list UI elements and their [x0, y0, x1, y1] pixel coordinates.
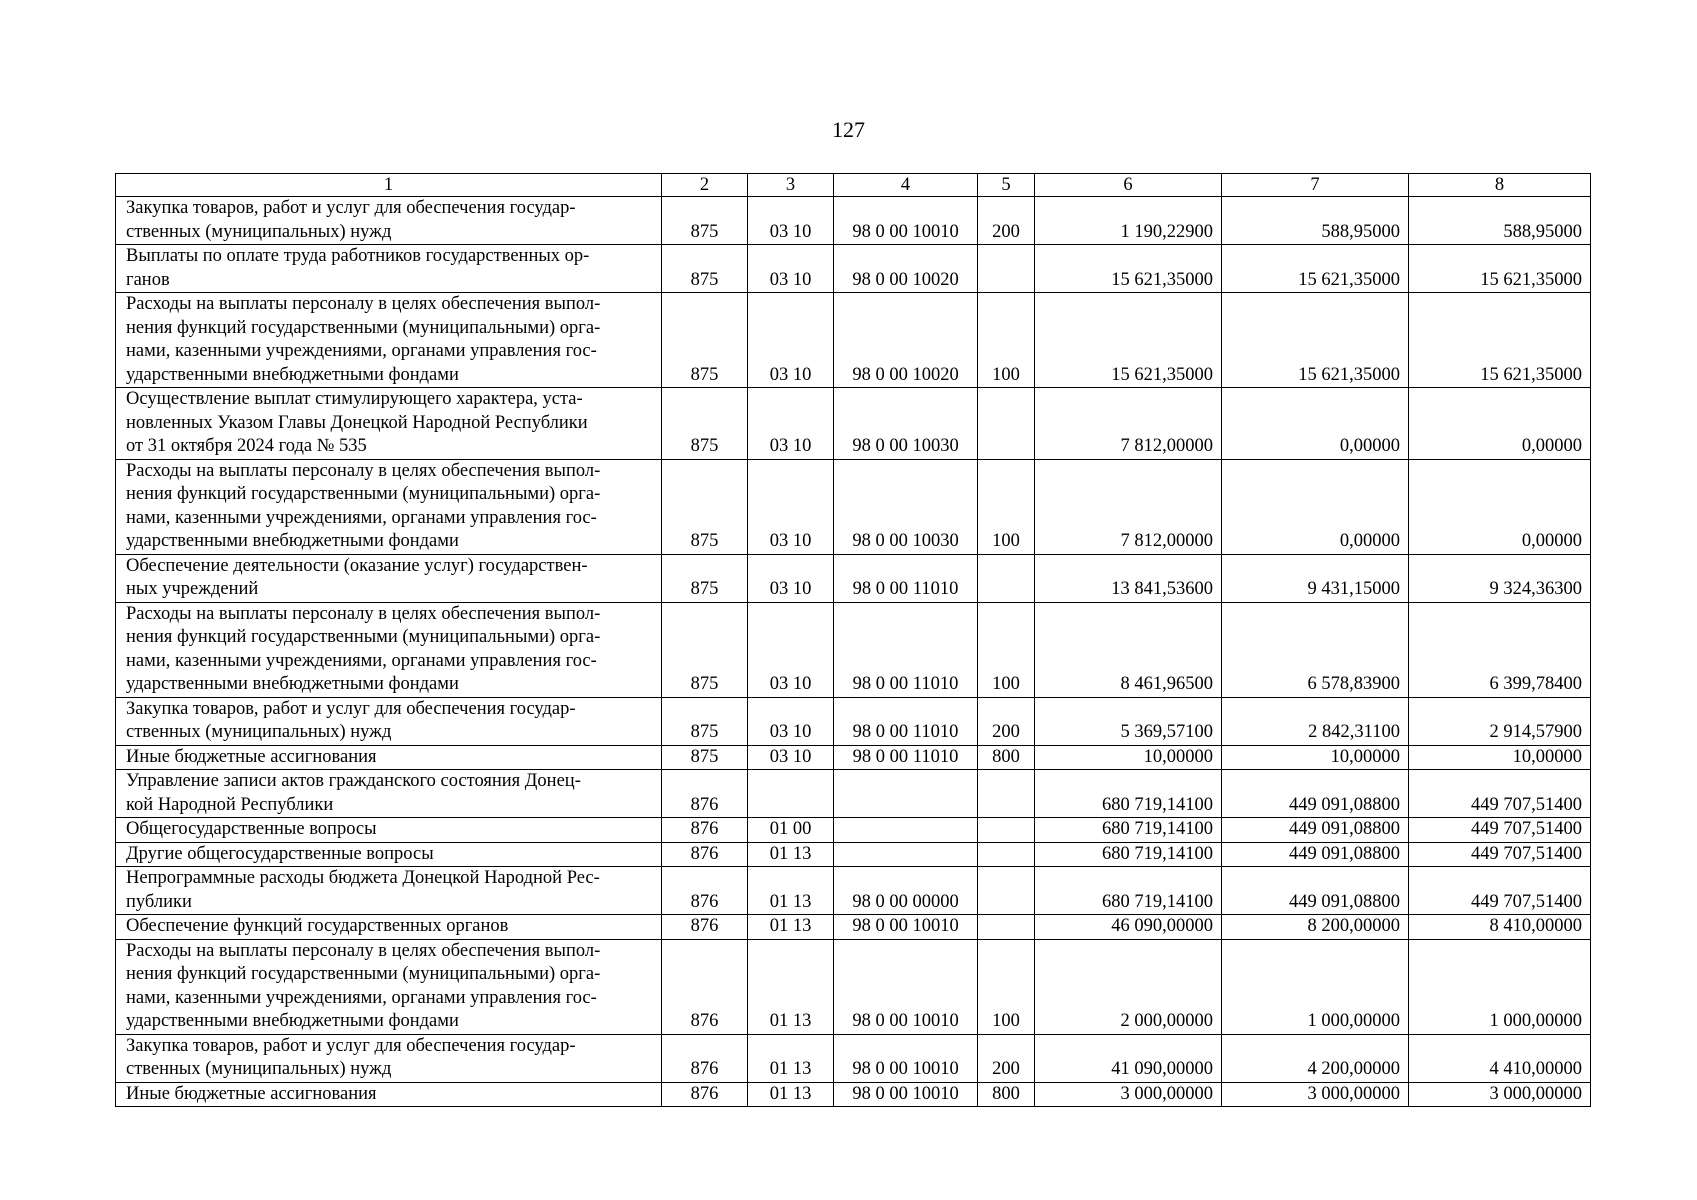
target-article-cell: 98 0 00 11010: [834, 697, 978, 745]
target-article-cell: 98 0 00 10010: [834, 915, 978, 940]
budget-table: [115, 173, 1591, 1107]
amount-col8-cell: 0,00000: [1409, 459, 1591, 554]
target-article-cell: 98 0 00 10030: [834, 459, 978, 554]
section-cell: 03 10: [748, 745, 834, 770]
amount-col8-cell: 1 000,00000: [1409, 939, 1591, 1034]
section-cell: 01 13: [748, 939, 834, 1034]
row-name-cell: Общегосударственные вопросы: [116, 818, 662, 843]
table-row: [116, 770, 1591, 818]
amount-col7-cell: 8 200,00000: [1222, 915, 1409, 940]
ved-cell: 875: [662, 697, 748, 745]
amount-col7-cell: 2 842,31100: [1222, 697, 1409, 745]
target-article-cell: [834, 818, 978, 843]
table-row: [116, 867, 1591, 915]
target-article-cell: 98 0 00 10020: [834, 245, 978, 293]
amount-col6-cell: 680 719,14100: [1035, 842, 1222, 867]
amount-col6-cell: 7 812,00000: [1035, 388, 1222, 460]
expense-type-cell: 100: [978, 939, 1035, 1034]
column-header: 2: [662, 174, 748, 197]
row-name-cell: Непрограммные расходы бюджета Донецкой Народной Рес- публики: [116, 867, 662, 915]
row-name-cell: Другие общегосударственные вопросы: [116, 842, 662, 867]
table-row: [116, 1082, 1591, 1107]
expense-type-cell: [978, 842, 1035, 867]
target-article-cell: [834, 842, 978, 867]
row-name-cell: Закупка товаров, работ и услуг для обеспечения государ- ственных (муниципальных) нужд: [116, 697, 662, 745]
expense-type-cell: [978, 818, 1035, 843]
section-cell: 03 10: [748, 388, 834, 460]
ved-cell: 876: [662, 867, 748, 915]
section-cell: 01 00: [748, 818, 834, 843]
table-row: [116, 1034, 1591, 1082]
table-row: [116, 293, 1591, 388]
amount-col6-cell: 5 369,57100: [1035, 697, 1222, 745]
row-name-cell: Расходы на выплаты персоналу в целях обеспечения выпол- нения функций государственными (муниципальными) орга- нами, казенными учреждениями, органами управления гос- ударственными внебюджетными фондами: [116, 939, 662, 1034]
row-name-cell: Закупка товаров, работ и услуг для обеспечения государ- ственных (муниципальных) нужд: [116, 197, 662, 245]
amount-col8-cell: 8 410,00000: [1409, 915, 1591, 940]
column-header: 1: [116, 174, 662, 197]
section-cell: 03 10: [748, 245, 834, 293]
row-name-cell: Иные бюджетные ассигнования: [116, 745, 662, 770]
amount-col6-cell: 3 000,00000: [1035, 1082, 1222, 1107]
ved-cell: 875: [662, 197, 748, 245]
amount-col6-cell: 46 090,00000: [1035, 915, 1222, 940]
ved-cell: 875: [662, 745, 748, 770]
amount-col8-cell: 449 707,51400: [1409, 867, 1591, 915]
expense-type-cell: 100: [978, 459, 1035, 554]
amount-col6-cell: 10,00000: [1035, 745, 1222, 770]
amount-col8-cell: 449 707,51400: [1409, 770, 1591, 818]
row-name-cell: Расходы на выплаты персоналу в целях обеспечения выпол- нения функций государственными (муниципальными) орга- нами, казенными учреждениями, органами управления гос- ударственными внебюджетными фондами: [116, 459, 662, 554]
header-row: [116, 174, 1591, 197]
table-row: [116, 818, 1591, 843]
expense-type-cell: [978, 770, 1035, 818]
row-name-cell: Управление записи актов гражданского состояния Донец- кой Народной Республики: [116, 770, 662, 818]
amount-col8-cell: 3 000,00000: [1409, 1082, 1591, 1107]
table-row: [116, 745, 1591, 770]
column-header: 5: [978, 174, 1035, 197]
ved-cell: 876: [662, 915, 748, 940]
expense-type-cell: 800: [978, 1082, 1035, 1107]
amount-col7-cell: 0,00000: [1222, 459, 1409, 554]
amount-col8-cell: 9 324,36300: [1409, 554, 1591, 602]
amount-col8-cell: 449 707,51400: [1409, 818, 1591, 843]
row-name-cell: Осуществление выплат стимулирующего характера, уста- новленных Указом Главы Донецкой Народной Республики от 31 октября 2024 года № 535: [116, 388, 662, 460]
ved-cell: 875: [662, 602, 748, 697]
table-row: [116, 697, 1591, 745]
amount-col7-cell: 588,95000: [1222, 197, 1409, 245]
amount-col7-cell: 449 091,08800: [1222, 770, 1409, 818]
table-row: [116, 388, 1591, 460]
target-article-cell: 98 0 00 11010: [834, 602, 978, 697]
row-name-cell: Закупка товаров, работ и услуг для обеспечения государ- ственных (муниципальных) нужд: [116, 1034, 662, 1082]
amount-col8-cell: 15 621,35000: [1409, 245, 1591, 293]
amount-col6-cell: 8 461,96500: [1035, 602, 1222, 697]
ved-cell: 876: [662, 939, 748, 1034]
expense-type-cell: 200: [978, 1034, 1035, 1082]
section-cell: 03 10: [748, 293, 834, 388]
target-article-cell: [834, 770, 978, 818]
target-article-cell: 98 0 00 11010: [834, 745, 978, 770]
table-row: [116, 939, 1591, 1034]
table-row: [116, 602, 1591, 697]
ved-cell: 875: [662, 388, 748, 460]
amount-col6-cell: 7 812,00000: [1035, 459, 1222, 554]
ved-cell: 875: [662, 554, 748, 602]
expense-type-cell: 100: [978, 602, 1035, 697]
expense-type-cell: [978, 388, 1035, 460]
amount-col8-cell: 449 707,51400: [1409, 842, 1591, 867]
ved-cell: 875: [662, 459, 748, 554]
row-name-cell: Расходы на выплаты персоналу в целях обеспечения выпол- нения функций государственными (муниципальными) орга- нами, казенными учреждениями, органами управления гос- ударственными внебюджетными фондами: [116, 602, 662, 697]
amount-col7-cell: 3 000,00000: [1222, 1082, 1409, 1107]
expense-type-cell: 200: [978, 197, 1035, 245]
expense-type-cell: [978, 867, 1035, 915]
target-article-cell: 98 0 00 10010: [834, 197, 978, 245]
table-row: [116, 915, 1591, 940]
expense-type-cell: 200: [978, 697, 1035, 745]
expense-type-cell: [978, 915, 1035, 940]
section-cell: 03 10: [748, 697, 834, 745]
amount-col7-cell: 0,00000: [1222, 388, 1409, 460]
amount-col8-cell: 4 410,00000: [1409, 1034, 1591, 1082]
section-cell: 03 10: [748, 459, 834, 554]
ved-cell: 875: [662, 293, 748, 388]
amount-col7-cell: 15 621,35000: [1222, 245, 1409, 293]
column-header: 7: [1222, 174, 1409, 197]
amount-col8-cell: 6 399,78400: [1409, 602, 1591, 697]
column-header: 3: [748, 174, 834, 197]
column-header: 8: [1409, 174, 1591, 197]
expense-type-cell: 800: [978, 745, 1035, 770]
ved-cell: 876: [662, 842, 748, 867]
table-row: [116, 842, 1591, 867]
target-article-cell: 98 0 00 10010: [834, 1034, 978, 1082]
target-article-cell: 98 0 00 10010: [834, 939, 978, 1034]
ved-cell: 875: [662, 245, 748, 293]
row-name-cell: Обеспечение функций государственных органов: [116, 915, 662, 940]
section-cell: 01 13: [748, 915, 834, 940]
amount-col7-cell: 9 431,15000: [1222, 554, 1409, 602]
row-name-cell: Иные бюджетные ассигнования: [116, 1082, 662, 1107]
section-cell: 01 13: [748, 842, 834, 867]
amount-col7-cell: 449 091,08800: [1222, 818, 1409, 843]
amount-col7-cell: 449 091,08800: [1222, 867, 1409, 915]
section-cell: 03 10: [748, 197, 834, 245]
amount-col6-cell: 680 719,14100: [1035, 867, 1222, 915]
section-cell: 01 13: [748, 867, 834, 915]
amount-col7-cell: 15 621,35000: [1222, 293, 1409, 388]
section-cell: 01 13: [748, 1082, 834, 1107]
row-name-cell: Выплаты по оплате труда работников государственных ор- ганов: [116, 245, 662, 293]
amount-col8-cell: 10,00000: [1409, 745, 1591, 770]
table-row: [116, 554, 1591, 602]
row-name-cell: Обеспечение деятельности (оказание услуг) государствен- ных учреждений: [116, 554, 662, 602]
table-body: [116, 197, 1591, 1107]
ved-cell: 876: [662, 1082, 748, 1107]
amount-col8-cell: 2 914,57900: [1409, 697, 1591, 745]
target-article-cell: 98 0 00 10030: [834, 388, 978, 460]
row-name-cell: Расходы на выплаты персоналу в целях обеспечения выпол- нения функций государственными (муниципальными) орга- нами, казенными учреждениями, органами управления гос- ударственными внебюджетными фондами: [116, 293, 662, 388]
amount-col7-cell: 4 200,00000: [1222, 1034, 1409, 1082]
amount-col7-cell: 6 578,83900: [1222, 602, 1409, 697]
amount-col6-cell: 680 719,14100: [1035, 770, 1222, 818]
target-article-cell: 98 0 00 10020: [834, 293, 978, 388]
expense-type-cell: [978, 554, 1035, 602]
ved-cell: 876: [662, 818, 748, 843]
amount-col6-cell: 680 719,14100: [1035, 818, 1222, 843]
amount-col8-cell: 0,00000: [1409, 388, 1591, 460]
amount-col7-cell: 1 000,00000: [1222, 939, 1409, 1034]
column-header: 4: [834, 174, 978, 197]
table-row: [116, 197, 1591, 245]
target-article-cell: 98 0 00 10010: [834, 1082, 978, 1107]
section-cell: 03 10: [748, 602, 834, 697]
section-cell: 03 10: [748, 554, 834, 602]
target-article-cell: 98 0 00 11010: [834, 554, 978, 602]
amount-col7-cell: 449 091,08800: [1222, 842, 1409, 867]
amount-col6-cell: 41 090,00000: [1035, 1034, 1222, 1082]
amount-col6-cell: 13 841,53600: [1035, 554, 1222, 602]
table-row: [116, 245, 1591, 293]
expense-type-cell: [978, 245, 1035, 293]
section-cell: 01 13: [748, 1034, 834, 1082]
amount-col7-cell: 10,00000: [1222, 745, 1409, 770]
column-header: 6: [1035, 174, 1222, 197]
amount-col8-cell: 588,95000: [1409, 197, 1591, 245]
amount-col6-cell: 15 621,35000: [1035, 245, 1222, 293]
ved-cell: 876: [662, 770, 748, 818]
amount-col6-cell: 2 000,00000: [1035, 939, 1222, 1034]
amount-col6-cell: 1 190,22900: [1035, 197, 1222, 245]
target-article-cell: 98 0 00 00000: [834, 867, 978, 915]
section-cell: [748, 770, 834, 818]
amount-col8-cell: 15 621,35000: [1409, 293, 1591, 388]
page-number: 127: [832, 117, 865, 142]
table-row: [116, 459, 1591, 554]
ved-cell: 876: [662, 1034, 748, 1082]
expense-type-cell: 100: [978, 293, 1035, 388]
amount-col6-cell: 15 621,35000: [1035, 293, 1222, 388]
